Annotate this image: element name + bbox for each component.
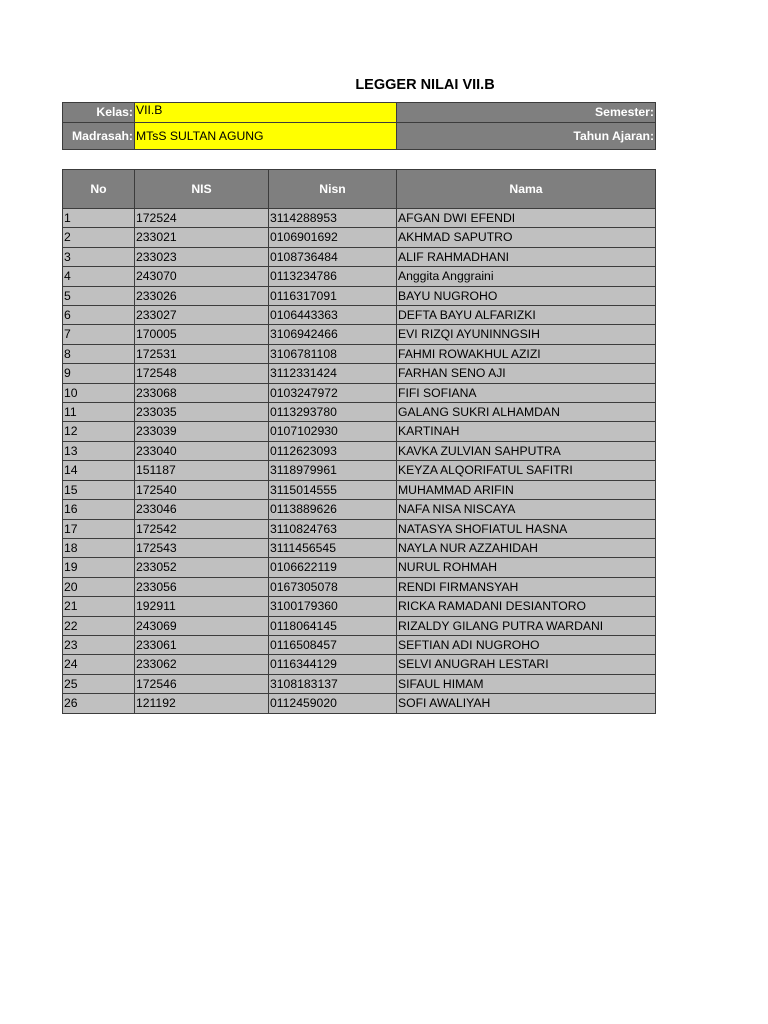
cell-nisn[interactable]: 3114288953 [269,209,397,228]
cell-nama[interactable]: SELVI ANUGRAH LESTARI [397,655,656,674]
cell-nis[interactable]: 233068 [135,383,269,402]
cell-nis[interactable]: 233056 [135,577,269,596]
table-row [63,538,656,557]
cell-nama[interactable]: RIZALDY GILANG PUTRA WARDANI [397,616,656,635]
cell-no[interactable]: 25 [63,674,135,693]
cell-nis[interactable]: 233039 [135,422,269,441]
cell-nisn[interactable]: 3115014555 [269,480,397,499]
cell-nis[interactable]: 172531 [135,344,269,363]
cell-nisn[interactable]: 3106942466 [269,325,397,344]
cell-nisn[interactable]: 0103247972 [269,383,397,402]
cell-nama[interactable]: KEYZA ALQORIFATUL SAFITRI [397,461,656,480]
cell-no[interactable]: 21 [63,597,135,616]
cell-nama[interactable]: MUHAMMAD ARIFIN [397,480,656,499]
cell-nisn[interactable]: 0113889626 [269,500,397,519]
cell-nis[interactable]: 172542 [135,519,269,538]
cell-nama[interactable]: NAYLA NUR AZZAHIDAH [397,538,656,557]
page-title: LEGGER NILAI VII.B [355,77,495,93]
cell-nis[interactable]: 233040 [135,441,269,460]
table-row [63,500,656,519]
cell-no[interactable]: 19 [63,558,135,577]
kelas-label: Kelas: [63,103,135,123]
cell-no[interactable]: 12 [63,422,135,441]
cell-nama[interactable]: AKHMAD SAPUTRO [397,228,656,247]
table-row [63,461,656,480]
cell-nisn[interactable]: 0116508457 [269,635,397,654]
cell-nama[interactable]: NURUL ROHMAH [397,558,656,577]
cell-no[interactable]: 26 [63,694,135,713]
cell-nama[interactable]: KAVKA ZULVIAN SAHPUTRA [397,441,656,460]
cell-nisn[interactable]: 0106622119 [269,558,397,577]
table-row [63,519,656,538]
cell-nisn[interactable]: 0106443363 [269,306,397,325]
column-header-nisn: Nisn [269,170,397,209]
cell-no[interactable]: 6 [63,306,135,325]
cell-nama[interactable]: BAYU NUGROHO [397,286,656,305]
column-header-nama: Nama [397,170,656,209]
cell-no[interactable]: 4 [63,267,135,286]
table-row [63,209,656,228]
cell-nisn[interactable]: 0107102930 [269,422,397,441]
cell-nama[interactable]: FAHMI ROWAKHUL AZIZI [397,344,656,363]
cell-nisn[interactable]: 3108183137 [269,674,397,693]
cell-nama[interactable]: NATASYA SHOFIATUL HASNA [397,519,656,538]
cell-nisn[interactable]: 3100179360 [269,597,397,616]
madrasah-label: Madrasah: [63,123,135,150]
cell-nisn[interactable]: 3106781108 [269,344,397,363]
cell-nis[interactable]: 233021 [135,228,269,247]
table-row [63,306,656,325]
cell-nisn[interactable]: 0113293780 [269,403,397,422]
cell-no[interactable]: 8 [63,344,135,363]
cell-nisn[interactable]: 3118979961 [269,461,397,480]
cell-nis[interactable]: 233035 [135,403,269,422]
cell-nama[interactable]: NAFA NISA NISCAYA [397,500,656,519]
cell-nis[interactable]: 233046 [135,500,269,519]
table-row [63,655,656,674]
semester-label: Semester: [397,103,656,123]
cell-nama[interactable]: DEFTA BAYU ALFARIZKI [397,306,656,325]
cell-nis[interactable]: 172548 [135,364,269,383]
cell-no[interactable]: 24 [63,655,135,674]
table-row [63,267,656,286]
cell-nisn[interactable]: 0112459020 [269,694,397,713]
table-row [63,635,656,654]
cell-no[interactable]: 22 [63,616,135,635]
table-row [63,228,656,247]
cell-no[interactable]: 18 [63,538,135,557]
cell-nis[interactable]: 243069 [135,616,269,635]
kelas-row [63,103,656,123]
cell-nis[interactable]: 172540 [135,480,269,499]
cell-nis[interactable]: 192911 [135,597,269,616]
cell-no[interactable]: 20 [63,577,135,596]
cell-no[interactable]: 17 [63,519,135,538]
cell-no[interactable]: 7 [63,325,135,344]
cell-no[interactable]: 10 [63,383,135,402]
cell-no[interactable]: 16 [63,500,135,519]
cell-nisn[interactable]: 3110824763 [269,519,397,538]
table-row [63,247,656,266]
cell-nama[interactable]: Anggita Anggraini [397,267,656,286]
madrasah-value[interactable]: MTsS SULTAN AGUNG [135,123,397,150]
cell-nama[interactable]: RICKA RAMADANI DESIANTORO [397,597,656,616]
cell-nama[interactable]: AFGAN DWI EFENDI [397,209,656,228]
table-row [63,344,656,363]
table-row [63,597,656,616]
cell-nis[interactable]: 121192 [135,694,269,713]
table-row [63,674,656,693]
cell-no[interactable]: 5 [63,286,135,305]
table-row [63,286,656,305]
table-row [63,616,656,635]
table-row [63,325,656,344]
cell-nis[interactable]: 172543 [135,538,269,557]
column-header-no: No [63,170,135,209]
cell-nis[interactable]: 243070 [135,267,269,286]
cell-nama[interactable]: KARTINAH [397,422,656,441]
cell-nama[interactable]: EVI RIZQI AYUNINNGSIH [397,325,656,344]
table-row [63,422,656,441]
cell-nisn[interactable]: 0116317091 [269,286,397,305]
cell-nisn[interactable]: 0106901692 [269,228,397,247]
cell-nama[interactable]: RENDI FIRMANSYAH [397,577,656,596]
cell-no[interactable]: 9 [63,364,135,383]
column-header-nis: NIS [135,170,269,209]
info-table [62,102,656,150]
cell-nama[interactable]: SEFTIAN ADI NUGROHO [397,635,656,654]
cell-nama[interactable]: FIFI SOFIANA [397,383,656,402]
cell-nis[interactable]: 151187 [135,461,269,480]
cell-no[interactable]: 14 [63,461,135,480]
cell-nisn[interactable]: 3112331424 [269,364,397,383]
cell-nis[interactable]: 172524 [135,209,269,228]
cell-nis[interactable]: 233061 [135,635,269,654]
table-row [63,364,656,383]
cell-no[interactable]: 11 [63,403,135,422]
cell-nama[interactable]: ALIF RAHMADHANI [397,247,656,266]
table-row [63,480,656,499]
table-row [63,441,656,460]
cell-nis[interactable]: 233027 [135,306,269,325]
cell-no[interactable]: 23 [63,635,135,654]
student-table [62,169,656,714]
cell-nisn[interactable]: 0112623093 [269,441,397,460]
cell-no[interactable]: 3 [63,247,135,266]
cell-nis[interactable]: 233052 [135,558,269,577]
cell-nis[interactable]: 233062 [135,655,269,674]
cell-nama[interactable]: SOFI AWALIYAH [397,694,656,713]
cell-nisn[interactable]: 0167305078 [269,577,397,596]
cell-no[interactable]: 13 [63,441,135,460]
cell-nama[interactable]: GALANG SUKRI ALHAMDAN [397,403,656,422]
cell-nisn[interactable]: 0116344129 [269,655,397,674]
cell-no[interactable]: 15 [63,480,135,499]
cell-nisn[interactable]: 0118064145 [269,616,397,635]
table-row [63,403,656,422]
cell-nisn[interactable]: 3111456545 [269,538,397,557]
table-row [63,383,656,402]
cell-no[interactable]: 2 [63,228,135,247]
cell-nis[interactable]: 233026 [135,286,269,305]
table-row [63,558,656,577]
cell-nis[interactable]: 233023 [135,247,269,266]
cell-nis[interactable]: 170005 [135,325,269,344]
madrasah-row [63,123,656,150]
cell-nis[interactable]: 172546 [135,674,269,693]
cell-nama[interactable]: FARHAN SENO AJI [397,364,656,383]
cell-nama[interactable]: SIFAUL HIMAM [397,674,656,693]
cell-nisn[interactable]: 0113234786 [269,267,397,286]
tahun-ajaran-label: Tahun Ajaran: [397,123,656,150]
cell-nisn[interactable]: 0108736484 [269,247,397,266]
table-header-row [63,170,656,209]
cell-no[interactable]: 1 [63,209,135,228]
table-row [63,694,656,713]
table-row [63,577,656,596]
kelas-value[interactable]: VII.B [135,103,397,123]
